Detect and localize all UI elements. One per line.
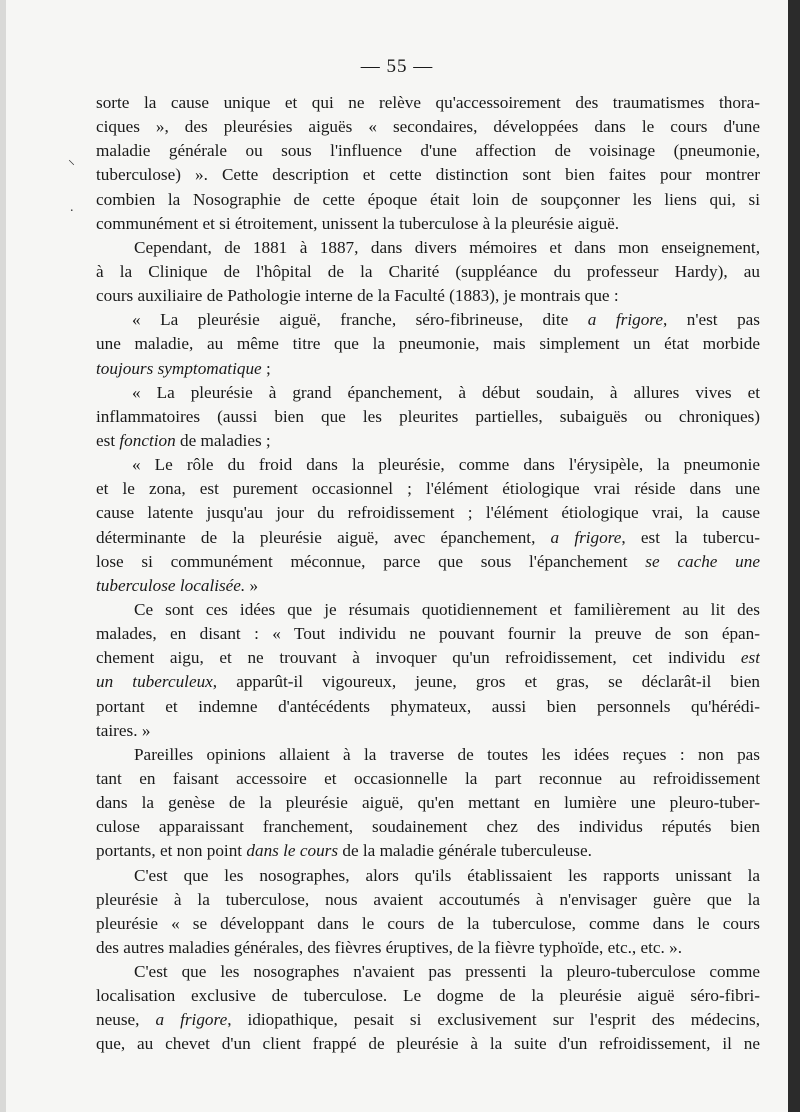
- text-line: Cependant, de 1881 à 1887, dans divers mémoires et dans mon enseignement,: [134, 237, 760, 257]
- text-line: cours auxiliaire de Pathologie interne de la Faculté (1883), je montrais que :: [96, 286, 619, 306]
- text-line: toujours symptomatique ;: [96, 358, 271, 378]
- text-line: C'est que les nosographes n'avaient pas pressenti la pleuro-tuberculose comme: [134, 962, 760, 982]
- body-text: [96, 91, 760, 1057]
- text-line: localisation exclusive de tuberculose. Le dogme de la pleurésie aiguë séro-fibri-: [96, 986, 760, 1006]
- text-line: à la Clinique de l'hôpital de la Charité (suppléance du professeur Hardy), au: [96, 261, 760, 281]
- text-line: pleurésie « se développant dans le cours de la tuberculose, comme dans le cours: [96, 913, 760, 933]
- text-line: C'est que les nosographes, alors qu'ils établissaient les rapports unissant la: [134, 865, 760, 885]
- text-line: pleurésie à la tuberculose, nous avaient accoutumés à n'envisager guère que la: [96, 889, 760, 909]
- text-line: cause latente jusqu'au jour du refroidissement ; l'élément étiologique vrai, la cause: [96, 503, 760, 523]
- text-line: portants, et non point dans le cours de la maladie générale tuberculeuse.: [96, 841, 592, 861]
- text-line: inflammatoires (aussi bien que les pleurites partielles, subaiguës ou chroniques): [96, 406, 760, 426]
- margin-dot-mark: .: [70, 200, 74, 215]
- text-line: Ce sont ces idées que je résumais quotidiennement et familièrement au lit des: [134, 599, 760, 619]
- text-line: maladie générale ou sous l'influence d'une affection de voisinage (pneumonie,: [96, 141, 760, 161]
- text-line: combien la Nosographie de cette époque était loin de soupçonner les liens qui, si: [96, 189, 760, 209]
- text-line: tuberculose localisée. »: [96, 575, 259, 595]
- text-line: une maladie, au même titre que la pneumonie, mais simplement un état morbide: [96, 334, 760, 354]
- text-line: des autres maladies générales, des fièvres éruptives, de la fièvre typhoïde, etc., etc. ».: [96, 937, 683, 957]
- text-line: tuberculose) ». Cette description et cette distinction sont bien faites pour montrer: [96, 165, 760, 185]
- text-line: communément et si étroitement, unissent la tuberculose à la pleurésie aiguë.: [96, 213, 620, 233]
- text-line: malades, en disant : « Tout individu ne pouvant fournir la preuve de son épan-: [96, 624, 760, 644]
- text-line: « La pleurésie à grand épanchement, à début soudain, à allures vives et: [132, 382, 760, 402]
- text-line: culose apparaissant franchement, soudainement chez des individus réputés bien: [96, 817, 760, 837]
- text-line: est fonction de maladies ;: [96, 430, 271, 450]
- text-line: que, au chevet d'un client frappé de pleurésie à la suite d'un refroidissement, il ne: [96, 1034, 760, 1054]
- text-line: Pareilles opinions allaient à la traverse de toutes les idées reçues : non pas: [134, 744, 760, 764]
- text-line: taires. »: [96, 720, 151, 740]
- text-line: lose si communément méconnue, parce que sous l'épanchement se cache une: [96, 551, 760, 571]
- text-line: chement aigu, et ne trouvant à invoquer qu'un refroidissement, cet individu est: [96, 648, 760, 668]
- text-line: ciques », des pleurésies aiguës « secondaires, développées dans le cours d'une: [96, 117, 760, 137]
- text-line: déterminante de la pleurésie aiguë, avec épanchement, a frigore, est la tubercu-: [96, 527, 760, 547]
- text-line: « Le rôle du froid dans la pleurésie, comme dans l'érysipèle, la pneumonie: [132, 455, 760, 475]
- text-line: « La pleurésie aiguë, franche, séro-fibrineuse, dite a frigore, n'est pas: [132, 310, 760, 330]
- text-line: tant en faisant accessoire et occasionnelle la part reconnue au refroidissement: [96, 768, 760, 788]
- text-line: un tuberculeux, apparût-il vigoureux, jeune, gros et gras, se déclarât-il bien: [96, 672, 760, 692]
- text-line: portant et indemne d'antécédents phymateux, aussi bien personnels qu'hérédi-: [96, 696, 760, 716]
- text-line: sorte la cause unique et qui ne relève qu'accessoirement des traumatismes thora-: [96, 93, 760, 112]
- page-number-header: — 55 —: [360, 56, 434, 77]
- text-line: neuse, a frigore, idiopathique, pesait si exclusivement sur l'esprit des médecins,: [96, 1010, 760, 1030]
- margin-tick-mark: ⸜: [68, 153, 75, 168]
- text-line: et le zona, est purement occasionnel ; l'élément étiologique vrai réside dans une: [96, 479, 760, 499]
- text-line: dans la genèse de la pleurésie aiguë, qu'en mettant en lumière une pleuro-tuber-: [96, 793, 760, 813]
